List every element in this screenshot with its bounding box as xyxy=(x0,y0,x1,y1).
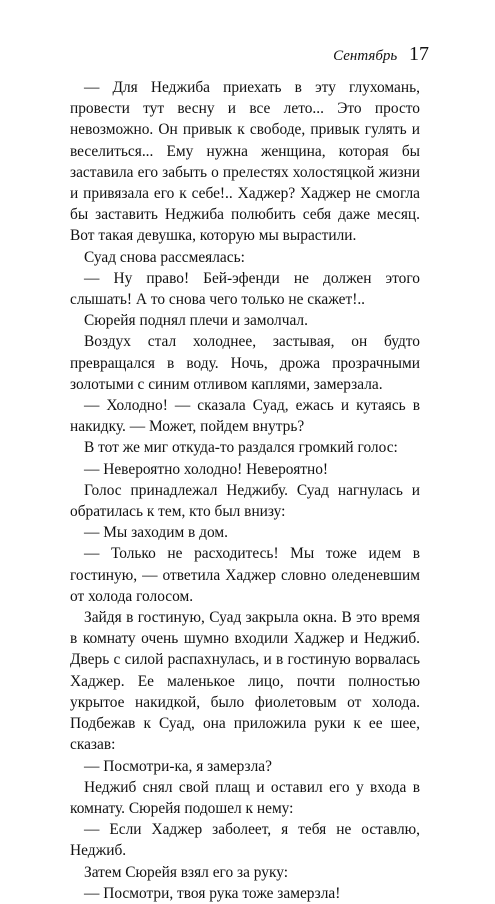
paragraph: Воздух стал холоднее, застывая, он будто превращался в воду. Ночь, дрожа прозрачными золотыми с синим отливом каплями, замерзала. xyxy=(70,333,420,393)
section-title: Сентябрь xyxy=(333,48,398,64)
paragraph: — Ну право! Бей-эфенди не должен этого слышать! А то снова чего только не скажет!.. xyxy=(70,269,420,309)
body-text xyxy=(70,77,420,904)
paragraph: Зайдя в гостиную, Суад закрыла окна. В это время в комнату очень шумно входили Хаджер и Неджиб. Дверь с силой распахнулась, и в гостиную ворвалась Хаджер. Ее маленькое лицо, почти полностью укрытое накидкой, было фиолетовым от холода. Подбежав к Суад, она приложила руки к ее шее, сказав: xyxy=(70,609,420,754)
paragraph: — Холодно! — сказала Суад, ежась и кутаясь в накидку. — Может, пойдем внутрь? xyxy=(70,397,420,436)
paragraph: — Если Хаджер заболеет, я тебя не оставлю, Неджиб. xyxy=(70,821,420,860)
running-head xyxy=(333,44,429,66)
paragraph: — Для Неджиба приехать в эту глухомань, провести тут весну и все лето... Это просто невозможно. Он привык к свободе, привык гулять и веселиться... Ему нужна женщина, которая бы заставила его забыть о прелестях холостяцкой жизни и привязала его к себе!.. Хаджер? Хаджер не смогла бы заставить Неджиба полюбить себя даже месяц. Вот такая девушка, которую мы вырастили. xyxy=(70,79,420,245)
paragraph: В тот же миг откуда-то раздался громкий голос: xyxy=(84,439,398,457)
paragraph: Суад снова рассмеялась: xyxy=(84,248,245,266)
paragraph: — Посмотри, твоя рука тоже замерзла! xyxy=(84,884,341,902)
page-number: 17 xyxy=(409,43,429,65)
paragraph: — Невероятно холодно! Невероятно! xyxy=(84,460,329,478)
paragraph: — Только не расходитесь! Мы тоже идем в гостиную, — ответила Хаджер словно оледеневшим от холода голосом. xyxy=(70,545,420,605)
paragraph: Сюрейя поднял плечи и замолчал. xyxy=(84,312,308,330)
paragraph: Голос принадлежал Неджибу. Суад нагнулась и обратилась к тем, кто был внизу: xyxy=(70,481,420,521)
paragraph: — Мы заходим в дом. xyxy=(84,524,228,542)
paragraph: Неджиб снял свой плащ и оставил его у входа в комнату. Сюрейя подошел к нему: xyxy=(70,778,420,817)
paragraph: — Посмотри-ка, я замерзла? xyxy=(84,757,272,775)
paragraph: Затем Сюрейя взял его за руку: xyxy=(84,863,288,881)
